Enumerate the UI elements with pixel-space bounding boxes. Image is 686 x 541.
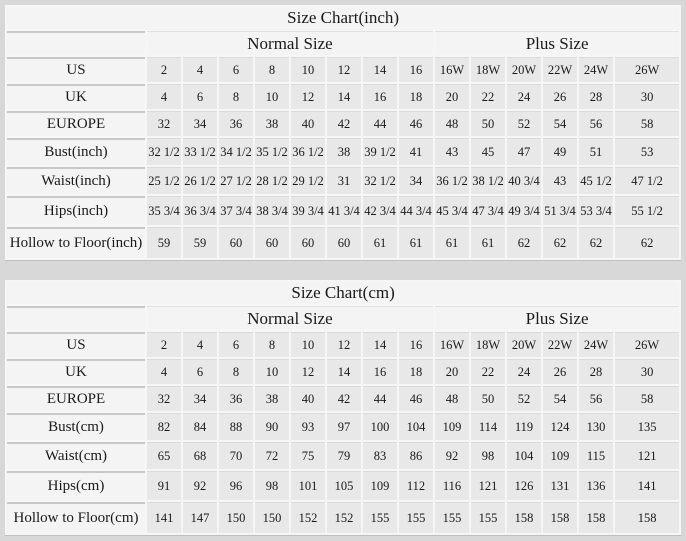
size-value-cell: 147 bbox=[183, 502, 217, 533]
size-value-cell: 75 bbox=[291, 442, 325, 469]
size-value-cell: 158 bbox=[579, 502, 613, 533]
size-value-cell: 16 bbox=[399, 332, 433, 357]
size-value-cell: 92 bbox=[435, 442, 469, 469]
size-value-cell: 6 bbox=[219, 332, 253, 357]
size-value-cell: 20 bbox=[435, 359, 469, 384]
size-value-cell: 141 bbox=[147, 502, 181, 533]
size-value-cell: 34 1/2 bbox=[219, 138, 253, 165]
size-value-cell: 4 bbox=[183, 332, 217, 357]
size-value-cell: 41 bbox=[399, 138, 433, 165]
size-value-cell: 54 bbox=[543, 111, 577, 136]
size-value-cell: 70 bbox=[219, 442, 253, 469]
size-value-cell: 16 bbox=[399, 57, 433, 82]
size-value-cell: 92 bbox=[183, 471, 217, 500]
size-value-cell: 56 bbox=[579, 386, 613, 411]
size-value-cell: 104 bbox=[399, 413, 433, 440]
row-label: Hips(cm) bbox=[7, 471, 145, 500]
size-value-cell: 8 bbox=[219, 359, 253, 384]
size-value-cell: 30 bbox=[615, 359, 679, 384]
size-value-cell: 47 bbox=[507, 138, 541, 165]
size-value-cell: 51 bbox=[579, 138, 613, 165]
size-value-cell: 41 3/4 bbox=[327, 196, 361, 225]
size-value-cell: 68 bbox=[183, 442, 217, 469]
size-value-cell: 12 bbox=[291, 84, 325, 109]
size-value-cell: 52 bbox=[507, 111, 541, 136]
row-label: Hollow to Floor(cm) bbox=[7, 502, 145, 533]
size-value-cell: 22W bbox=[543, 332, 577, 357]
corner-cell bbox=[7, 306, 145, 330]
size-value-cell: 4 bbox=[147, 359, 181, 384]
size-value-cell: 10 bbox=[255, 359, 289, 384]
size-value-cell: 18W bbox=[471, 332, 505, 357]
size-value-cell: 58 bbox=[615, 111, 679, 136]
size-value-cell: 20W bbox=[507, 332, 541, 357]
size-value-cell: 126 bbox=[507, 471, 541, 500]
size-value-cell: 44 bbox=[363, 111, 397, 136]
size-value-cell: 59 bbox=[183, 227, 217, 258]
size-value-cell: 101 bbox=[291, 471, 325, 500]
size-value-cell: 27 1/2 bbox=[219, 167, 253, 194]
size-value-cell: 48 bbox=[435, 111, 469, 136]
size-value-cell: 40 bbox=[291, 111, 325, 136]
column-group-header: Normal Size bbox=[147, 306, 433, 330]
row-label: Hollow to Floor(inch) bbox=[7, 227, 145, 258]
size-value-cell: 150 bbox=[219, 502, 253, 533]
size-value-cell: 8 bbox=[255, 332, 289, 357]
size-value-cell: 155 bbox=[471, 502, 505, 533]
size-value-cell: 36 3/4 bbox=[183, 196, 217, 225]
size-value-cell: 60 bbox=[255, 227, 289, 258]
size-value-cell: 38 3/4 bbox=[255, 196, 289, 225]
size-value-cell: 26 1/2 bbox=[183, 167, 217, 194]
size-value-cell: 39 3/4 bbox=[291, 196, 325, 225]
size-value-cell: 18 bbox=[399, 359, 433, 384]
size-value-cell: 124 bbox=[543, 413, 577, 440]
size-value-cell: 26 bbox=[543, 84, 577, 109]
size-value-cell: 98 bbox=[255, 471, 289, 500]
row-label: Bust(cm) bbox=[7, 413, 145, 440]
size-value-cell: 38 bbox=[255, 111, 289, 136]
size-value-cell: 4 bbox=[183, 57, 217, 82]
size-value-cell: 53 bbox=[615, 138, 679, 165]
size-value-cell: 60 bbox=[291, 227, 325, 258]
size-value-cell: 62 bbox=[615, 227, 679, 258]
size-value-cell: 47 3/4 bbox=[471, 196, 505, 225]
size-value-cell: 135 bbox=[615, 413, 679, 440]
size-value-cell: 14 bbox=[327, 359, 361, 384]
size-value-cell: 44 3/4 bbox=[399, 196, 433, 225]
size-value-cell: 131 bbox=[543, 471, 577, 500]
size-value-cell: 72 bbox=[255, 442, 289, 469]
size-value-cell: 36 bbox=[219, 386, 253, 411]
size-value-cell: 60 bbox=[219, 227, 253, 258]
size-value-cell: 28 1/2 bbox=[255, 167, 289, 194]
corner-cell bbox=[7, 31, 145, 55]
size-value-cell: 60 bbox=[327, 227, 361, 258]
size-value-cell: 32 1/2 bbox=[147, 138, 181, 165]
size-value-cell: 40 bbox=[291, 386, 325, 411]
size-value-cell: 37 3/4 bbox=[219, 196, 253, 225]
size-value-cell: 61 bbox=[471, 227, 505, 258]
size-value-cell: 6 bbox=[183, 84, 217, 109]
size-value-cell: 12 bbox=[327, 57, 361, 82]
size-value-cell: 88 bbox=[219, 413, 253, 440]
size-value-cell: 109 bbox=[435, 413, 469, 440]
size-value-cell: 158 bbox=[615, 502, 679, 533]
size-value-cell: 62 bbox=[507, 227, 541, 258]
size-value-cell: 155 bbox=[399, 502, 433, 533]
size-value-cell: 150 bbox=[255, 502, 289, 533]
size-value-cell: 46 bbox=[399, 386, 433, 411]
size-value-cell: 36 1/2 bbox=[435, 167, 469, 194]
size-value-cell: 61 bbox=[363, 227, 397, 258]
size-value-cell: 109 bbox=[363, 471, 397, 500]
size-value-cell: 155 bbox=[363, 502, 397, 533]
size-value-cell: 105 bbox=[327, 471, 361, 500]
row-label: Waist(inch) bbox=[7, 167, 145, 194]
size-value-cell: 6 bbox=[183, 359, 217, 384]
column-group-header: Plus Size bbox=[435, 306, 679, 330]
size-value-cell: 32 bbox=[147, 111, 181, 136]
size-value-cell: 42 bbox=[327, 386, 361, 411]
size-value-cell: 104 bbox=[507, 442, 541, 469]
size-value-cell: 152 bbox=[291, 502, 325, 533]
row-label: EUROPE bbox=[7, 111, 145, 136]
size-value-cell: 51 3/4 bbox=[543, 196, 577, 225]
size-value-cell: 6 bbox=[219, 57, 253, 82]
size-value-cell: 14 bbox=[363, 57, 397, 82]
size-value-cell: 8 bbox=[219, 84, 253, 109]
size-value-cell: 28 bbox=[579, 84, 613, 109]
size-value-cell: 22 bbox=[471, 359, 505, 384]
size-value-cell: 46 bbox=[399, 111, 433, 136]
row-label: UK bbox=[7, 359, 145, 384]
size-value-cell: 54 bbox=[543, 386, 577, 411]
size-value-cell: 34 bbox=[399, 167, 433, 194]
size-value-cell: 79 bbox=[327, 442, 361, 469]
size-value-cell: 91 bbox=[147, 471, 181, 500]
size-value-cell: 98 bbox=[471, 442, 505, 469]
size-value-cell: 53 3/4 bbox=[579, 196, 613, 225]
size-value-cell: 56 bbox=[579, 111, 613, 136]
size-value-cell: 36 bbox=[219, 111, 253, 136]
size-value-cell: 86 bbox=[399, 442, 433, 469]
row-label: Hips(inch) bbox=[7, 196, 145, 225]
size-value-cell: 25 1/2 bbox=[147, 167, 181, 194]
size-value-cell: 115 bbox=[579, 442, 613, 469]
size-value-cell: 24W bbox=[579, 57, 613, 82]
row-label: Bust(inch) bbox=[7, 138, 145, 165]
size-value-cell: 10 bbox=[255, 84, 289, 109]
size-chart-cm-table bbox=[5, 280, 681, 536]
size-value-cell: 40 3/4 bbox=[507, 167, 541, 194]
size-value-cell: 61 bbox=[399, 227, 433, 258]
size-value-cell: 20 bbox=[435, 84, 469, 109]
size-value-cell: 35 3/4 bbox=[147, 196, 181, 225]
size-value-cell: 30 bbox=[615, 84, 679, 109]
size-value-cell: 121 bbox=[615, 442, 679, 469]
size-value-cell: 10 bbox=[291, 57, 325, 82]
size-value-cell: 14 bbox=[363, 332, 397, 357]
table-title: Size Chart(cm) bbox=[7, 282, 679, 304]
size-value-cell: 114 bbox=[471, 413, 505, 440]
size-value-cell: 22W bbox=[543, 57, 577, 82]
size-value-cell: 97 bbox=[327, 413, 361, 440]
size-value-cell: 49 bbox=[543, 138, 577, 165]
size-value-cell: 130 bbox=[579, 413, 613, 440]
size-value-cell: 45 1/2 bbox=[579, 167, 613, 194]
size-value-cell: 18 bbox=[399, 84, 433, 109]
size-value-cell: 83 bbox=[363, 442, 397, 469]
size-value-cell: 29 1/2 bbox=[291, 167, 325, 194]
size-value-cell: 109 bbox=[543, 442, 577, 469]
row-label: US bbox=[7, 332, 145, 357]
size-value-cell: 20W bbox=[507, 57, 541, 82]
size-value-cell: 26 bbox=[543, 359, 577, 384]
size-value-cell: 12 bbox=[327, 332, 361, 357]
size-chart-inch-table bbox=[5, 5, 681, 261]
size-value-cell: 121 bbox=[471, 471, 505, 500]
size-value-cell: 47 1/2 bbox=[615, 167, 679, 194]
size-value-cell: 141 bbox=[615, 471, 679, 500]
size-value-cell: 82 bbox=[147, 413, 181, 440]
size-value-cell: 84 bbox=[183, 413, 217, 440]
size-value-cell: 14 bbox=[327, 84, 361, 109]
size-value-cell: 32 1/2 bbox=[363, 167, 397, 194]
size-value-cell: 44 bbox=[363, 386, 397, 411]
size-value-cell: 62 bbox=[579, 227, 613, 258]
size-value-cell: 61 bbox=[435, 227, 469, 258]
size-value-cell: 16W bbox=[435, 332, 469, 357]
size-value-cell: 45 3/4 bbox=[435, 196, 469, 225]
size-value-cell: 38 1/2 bbox=[471, 167, 505, 194]
row-label: EUROPE bbox=[7, 386, 145, 411]
size-value-cell: 96 bbox=[219, 471, 253, 500]
row-label: Waist(cm) bbox=[7, 442, 145, 469]
size-value-cell: 58 bbox=[615, 386, 679, 411]
size-value-cell: 52 bbox=[507, 386, 541, 411]
size-value-cell: 2 bbox=[147, 332, 181, 357]
size-value-cell: 136 bbox=[579, 471, 613, 500]
size-value-cell: 39 1/2 bbox=[363, 138, 397, 165]
size-value-cell: 38 bbox=[255, 386, 289, 411]
size-value-cell: 100 bbox=[363, 413, 397, 440]
size-value-cell: 158 bbox=[507, 502, 541, 533]
size-value-cell: 34 bbox=[183, 386, 217, 411]
size-value-cell: 42 bbox=[327, 111, 361, 136]
size-value-cell: 119 bbox=[507, 413, 541, 440]
size-value-cell: 158 bbox=[543, 502, 577, 533]
size-value-cell: 24W bbox=[579, 332, 613, 357]
size-value-cell: 43 bbox=[543, 167, 577, 194]
row-label: UK bbox=[7, 84, 145, 109]
size-value-cell: 4 bbox=[147, 84, 181, 109]
size-value-cell: 2 bbox=[147, 57, 181, 82]
size-value-cell: 24 bbox=[507, 359, 541, 384]
size-value-cell: 155 bbox=[435, 502, 469, 533]
size-value-cell: 116 bbox=[435, 471, 469, 500]
size-value-cell: 28 bbox=[579, 359, 613, 384]
size-value-cell: 16W bbox=[435, 57, 469, 82]
size-value-cell: 43 bbox=[435, 138, 469, 165]
size-value-cell: 45 bbox=[471, 138, 505, 165]
size-value-cell: 10 bbox=[291, 332, 325, 357]
size-value-cell: 152 bbox=[327, 502, 361, 533]
size-value-cell: 55 1/2 bbox=[615, 196, 679, 225]
size-value-cell: 93 bbox=[291, 413, 325, 440]
size-value-cell: 62 bbox=[543, 227, 577, 258]
size-value-cell: 18W bbox=[471, 57, 505, 82]
size-value-cell: 59 bbox=[147, 227, 181, 258]
size-value-cell: 22 bbox=[471, 84, 505, 109]
size-value-cell: 33 1/2 bbox=[183, 138, 217, 165]
size-value-cell: 8 bbox=[255, 57, 289, 82]
size-value-cell: 26W bbox=[615, 332, 679, 357]
row-label: US bbox=[7, 57, 145, 82]
size-value-cell: 50 bbox=[471, 386, 505, 411]
size-value-cell: 36 1/2 bbox=[291, 138, 325, 165]
size-value-cell: 49 3/4 bbox=[507, 196, 541, 225]
size-value-cell: 50 bbox=[471, 111, 505, 136]
size-value-cell: 42 3/4 bbox=[363, 196, 397, 225]
size-value-cell: 48 bbox=[435, 386, 469, 411]
size-value-cell: 31 bbox=[327, 167, 361, 194]
size-value-cell: 38 bbox=[327, 138, 361, 165]
size-value-cell: 16 bbox=[363, 84, 397, 109]
size-value-cell: 16 bbox=[363, 359, 397, 384]
size-value-cell: 34 bbox=[183, 111, 217, 136]
size-value-cell: 26W bbox=[615, 57, 679, 82]
size-value-cell: 35 1/2 bbox=[255, 138, 289, 165]
size-value-cell: 65 bbox=[147, 442, 181, 469]
column-group-header: Plus Size bbox=[435, 31, 679, 55]
size-value-cell: 12 bbox=[291, 359, 325, 384]
size-value-cell: 90 bbox=[255, 413, 289, 440]
table-title: Size Chart(inch) bbox=[7, 7, 679, 29]
size-value-cell: 24 bbox=[507, 84, 541, 109]
column-group-header: Normal Size bbox=[147, 31, 433, 55]
size-value-cell: 112 bbox=[399, 471, 433, 500]
size-value-cell: 32 bbox=[147, 386, 181, 411]
